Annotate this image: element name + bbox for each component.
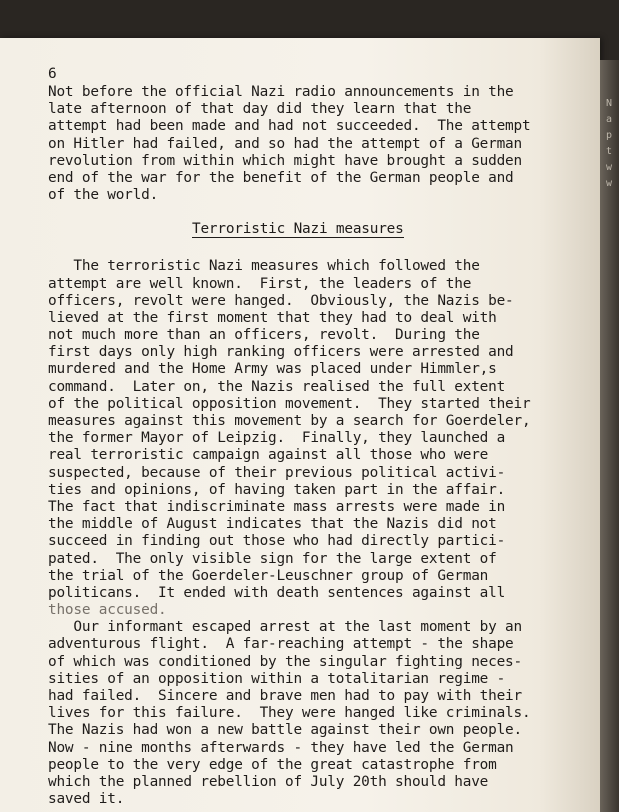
text-line: lieved at the first moment that they had to deal with	[48, 309, 497, 326]
text-line: Now - nine months afterwards - they have led the German	[48, 739, 514, 756]
text-line: of the political opposition movement. They started their	[48, 395, 531, 412]
bleed-letter: w	[606, 162, 613, 173]
text-line: suspected, because of their previous political activi-	[48, 464, 506, 481]
text-line: real terroristic campaign against all those who were	[48, 447, 489, 464]
document-page	[0, 38, 600, 812]
section-heading: Terroristic Nazi measures	[192, 221, 404, 238]
bleed-letter: t	[606, 146, 613, 157]
text-line: command. Later on, the Nazis realised the full extent	[48, 378, 506, 395]
adjacent-page-letters	[606, 96, 618, 192]
text-line: The fact that indiscriminate mass arrests were made in	[48, 498, 506, 515]
text-line: politicans. It ended with death sentences against all	[48, 584, 506, 601]
text-line: the middle of August indicates that the Nazis did not	[48, 516, 497, 533]
text-line: Our informant escaped arrest at the last moment by an	[48, 619, 522, 636]
text-line: Not before the official Nazi radio announcements in the	[48, 84, 514, 100]
paragraph-2	[48, 258, 596, 619]
text-line: pated. The only visible sign for the large extent of	[48, 550, 497, 567]
text-line: sities of an opposition within a totalitarian regime -	[48, 670, 506, 687]
text-line: late afternoon of that day did they learn that the	[48, 101, 472, 118]
text-line: revolution from within which might have brought a sudden	[48, 152, 522, 169]
section-heading-wrap	[48, 221, 596, 239]
text-line: had failed. Sincere and brave men had to pay with their	[48, 688, 522, 704]
text-line: measures against this movement by a search for Goerdeler,	[48, 413, 531, 429]
text-line: which the planned rebellion of July 20th should have	[48, 773, 489, 790]
text-line: end of the war for the benefit of the German people and	[48, 169, 514, 186]
text-line: adventurous flight. A far-reaching attempt - the shape	[48, 636, 514, 653]
bleed-letter: N	[606, 98, 613, 109]
text-line: first days only high ranking officers were arrested and	[48, 344, 514, 361]
text-line: lives for this failure. They were hanged like criminals.	[48, 705, 531, 722]
page-number: 6	[48, 66, 57, 82]
text-line: officers, revolt were hanged. Obviously, the Nazis be-	[48, 292, 514, 309]
text-line: succeed in finding out those who had directly partici-	[48, 533, 506, 550]
text-line: the former Mayor of Leipzig. Finally, they launched a	[48, 430, 506, 447]
text-line: The terroristic Nazi measures which followed the	[48, 258, 480, 275]
text-line: attempt had been made and had not succeeded. The attempt	[48, 118, 531, 135]
text-line: of the world.	[48, 187, 159, 204]
text-line: saved it.	[48, 791, 125, 808]
text-line: not much more than an officers, revolt. During the	[48, 327, 480, 344]
text-line: those accused.	[48, 602, 167, 619]
text-line: people to the very edge of the great catastrophe from	[48, 756, 497, 773]
text-line: of which was conditioned by the singular fighting neces-	[48, 653, 522, 670]
text-line: attempt are well known. First, the leaders of the	[48, 275, 472, 292]
text-line: The Nazis had won a new battle against their own people.	[48, 722, 522, 739]
text-line: the trial of the Goerdeler-Leuschner group of German	[48, 567, 489, 584]
bleed-letter: p	[606, 130, 613, 141]
paragraph-1	[48, 84, 596, 204]
text-line: ties and opinions, of having taken part in the affair.	[48, 481, 506, 498]
page-text	[48, 66, 596, 808]
paragraph-3	[48, 619, 596, 808]
text-line: murdered and the Home Army was placed under Himmler,s	[48, 361, 497, 378]
bleed-letter: a	[606, 114, 613, 125]
bleed-letter: w	[606, 178, 613, 189]
text-line: on Hitler had failed, and so had the attempt of a German	[48, 135, 522, 152]
